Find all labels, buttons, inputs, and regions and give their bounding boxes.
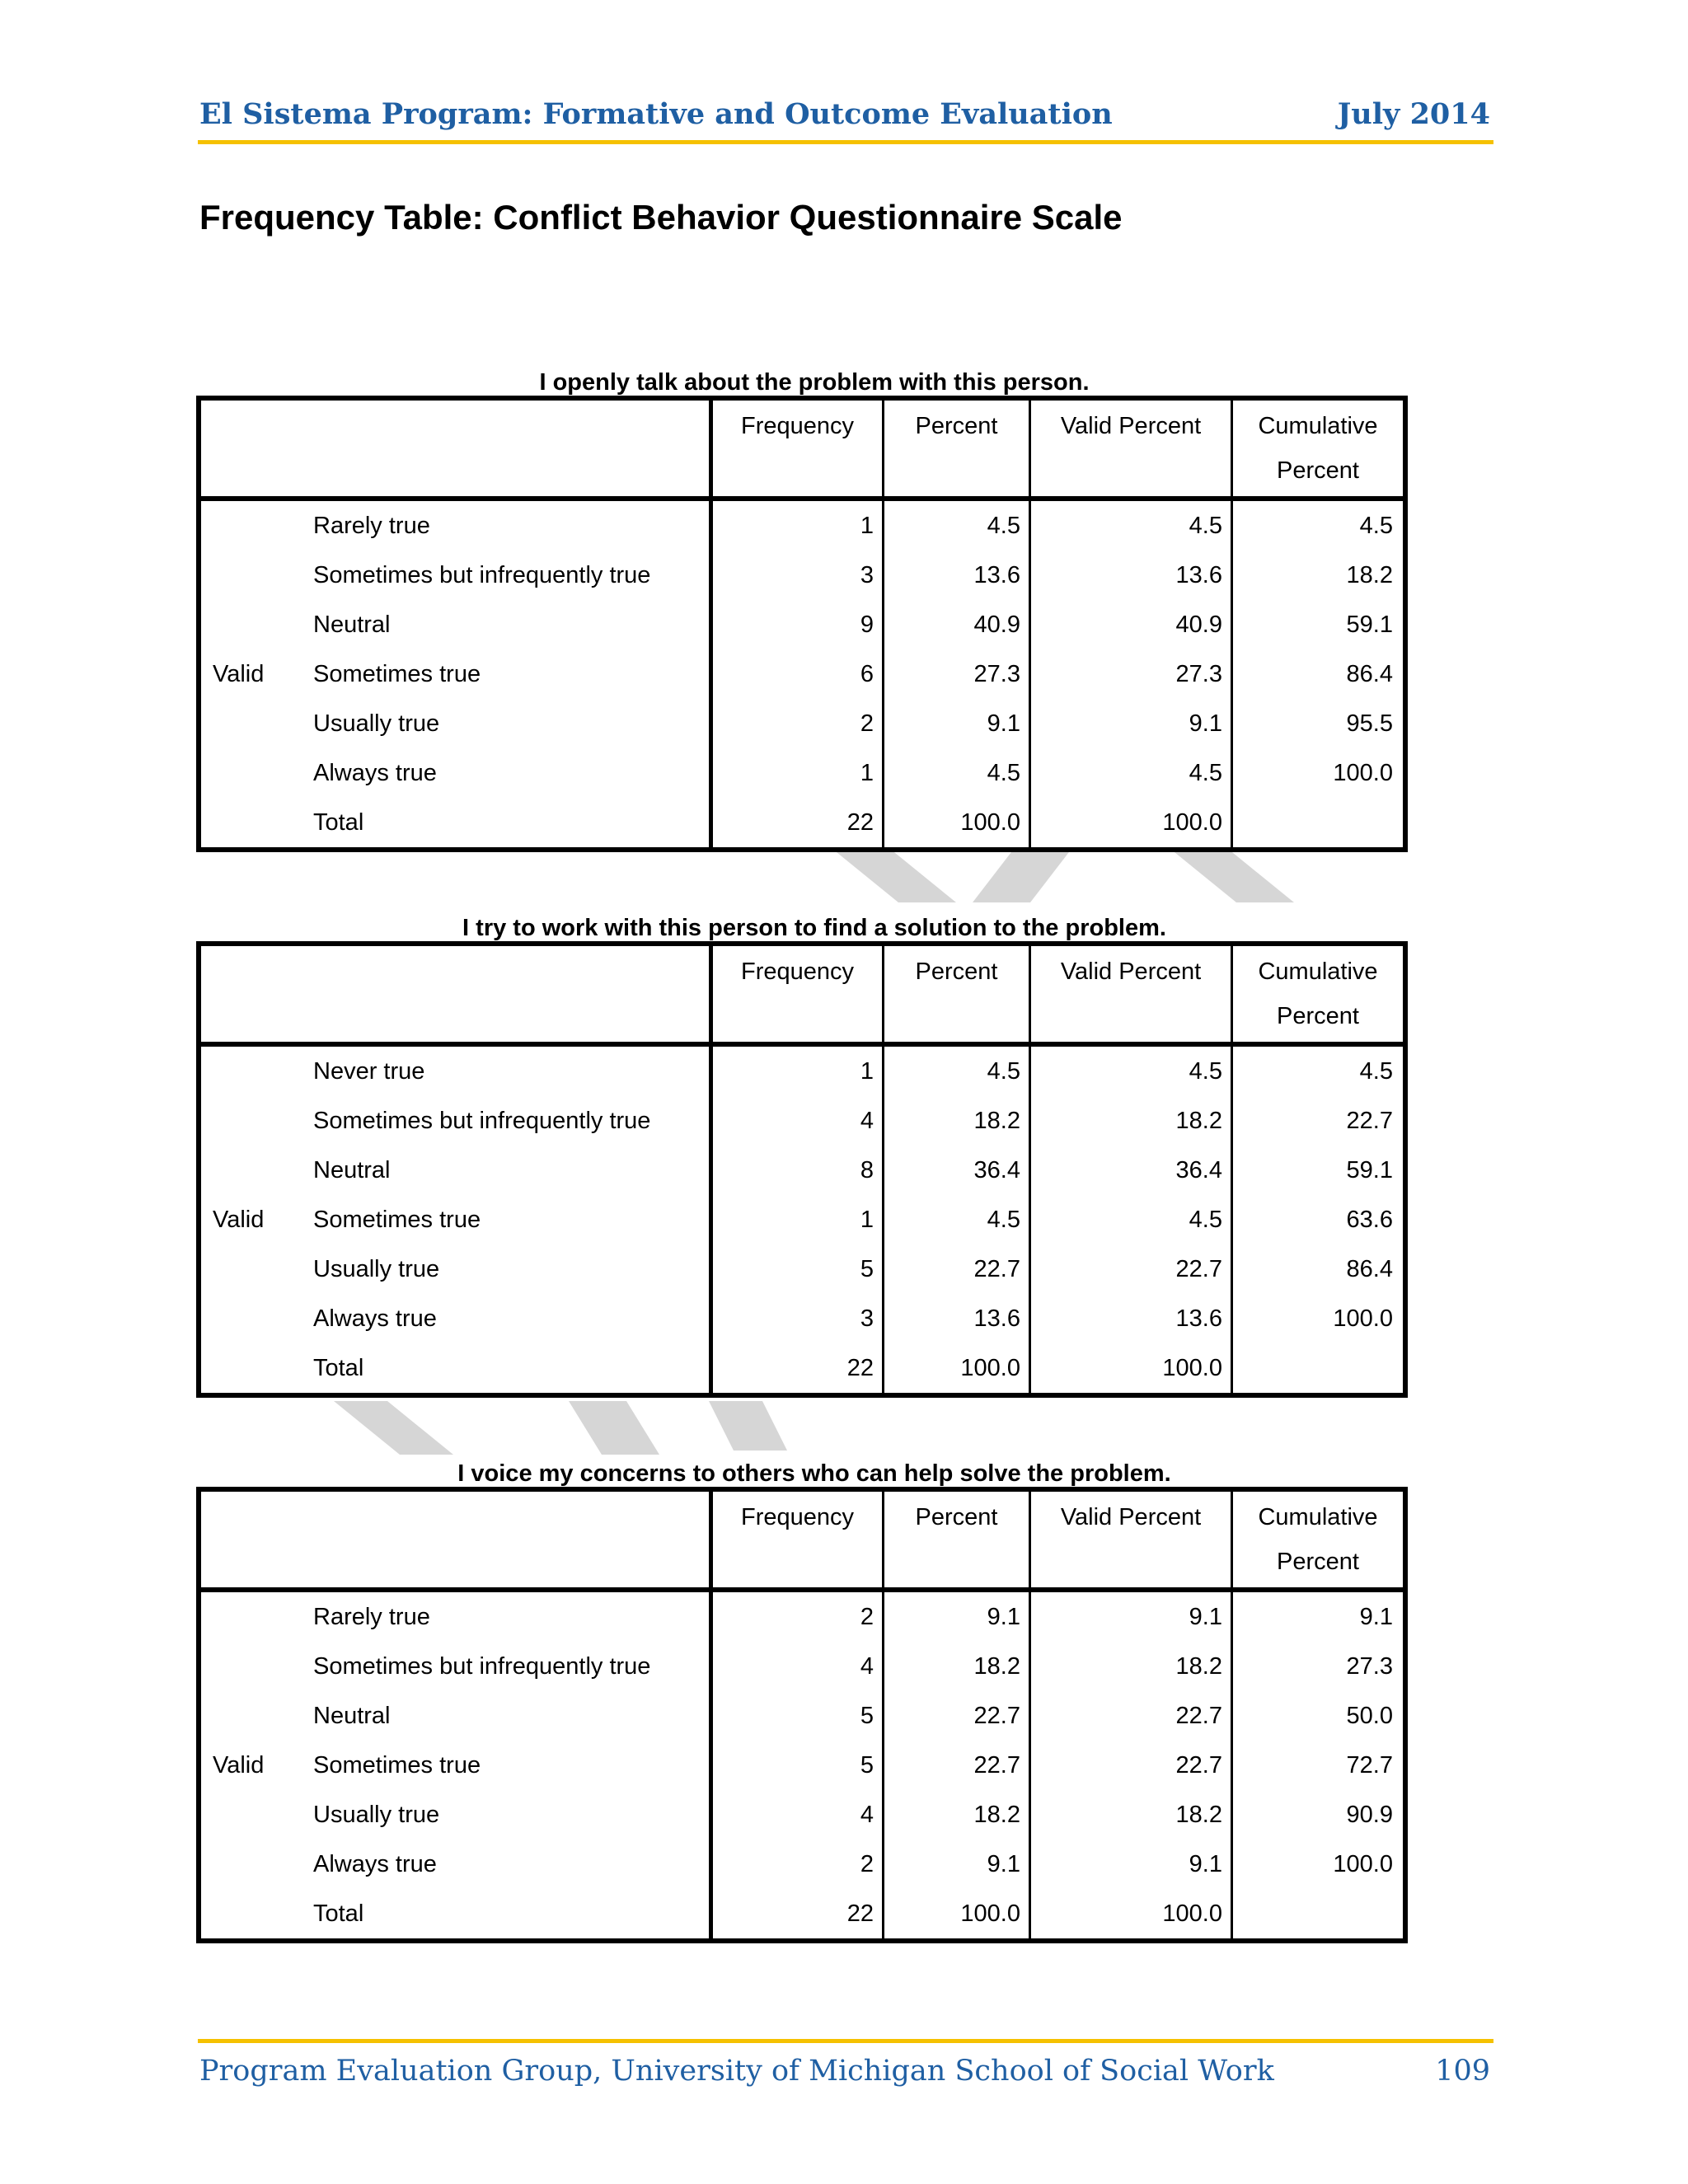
table-row bbox=[199, 1590, 1405, 1642]
header-cumulative-line1: Cumulative bbox=[1258, 413, 1378, 439]
cell-frequency: 1 bbox=[711, 499, 884, 551]
table-row bbox=[199, 1294, 1405, 1343]
header-cumulative-line2: Percent bbox=[1277, 457, 1359, 484]
row-label: Sometimes but infrequently true bbox=[313, 551, 711, 600]
header-empty bbox=[199, 398, 313, 499]
header-empty bbox=[199, 1489, 313, 1590]
table-row bbox=[199, 1244, 1405, 1294]
table-title: I try to work with this person to find a solution to the problem. bbox=[462, 915, 1166, 941]
row-label: Rarely true bbox=[313, 499, 711, 551]
cell-valid-percent: 9.1 bbox=[1030, 699, 1232, 748]
header-cumulative-line1: Cumulative bbox=[1258, 1504, 1378, 1530]
cell-frequency: 22 bbox=[711, 1343, 884, 1395]
row-label: Never true bbox=[313, 1044, 711, 1096]
row-label: Sometimes true bbox=[313, 1741, 711, 1790]
header-valid-percent: Valid Percent bbox=[1030, 1489, 1232, 1590]
cell-valid-percent: 22.7 bbox=[1030, 1244, 1232, 1294]
cell-percent: 22.7 bbox=[884, 1741, 1030, 1790]
cell-cumulative: 18.2 bbox=[1346, 562, 1393, 588]
table-row bbox=[199, 551, 1405, 600]
cell-valid-percent: 4.5 bbox=[1030, 1044, 1232, 1096]
header-frequency: Frequency bbox=[711, 398, 884, 499]
cell-valid-percent: 4.5 bbox=[1030, 1195, 1232, 1244]
cell-valid-percent: 18.2 bbox=[1030, 1790, 1232, 1840]
table-row bbox=[199, 1840, 1405, 1889]
row-label: Usually true bbox=[313, 699, 711, 748]
group-label: Valid bbox=[213, 1752, 265, 1779]
cell-cumulative: 59.1 bbox=[1346, 612, 1393, 638]
table-row bbox=[199, 1790, 1405, 1840]
cell-frequency: 3 bbox=[711, 1294, 884, 1343]
cell-percent: 4.5 bbox=[884, 748, 1030, 798]
cell-frequency: 2 bbox=[711, 1840, 884, 1889]
cell-percent: 18.2 bbox=[884, 1096, 1030, 1146]
cell-percent: 4.5 bbox=[884, 1044, 1030, 1096]
cell-percent: 4.5 bbox=[884, 499, 1030, 551]
table-row bbox=[199, 1096, 1405, 1146]
cell-cumulative: 4.5 bbox=[1359, 1058, 1393, 1085]
header-frequency: Frequency bbox=[711, 944, 884, 1044]
cell-cumulative: 100.0 bbox=[1333, 1851, 1393, 1877]
cell-percent: 9.1 bbox=[884, 1840, 1030, 1889]
cell-valid-percent: 9.1 bbox=[1030, 1590, 1232, 1642]
table-row bbox=[199, 1195, 1405, 1244]
row-label: Total bbox=[313, 1889, 711, 1941]
page-number: 109 bbox=[1435, 2055, 1490, 2088]
cell-cumulative: 100.0 bbox=[1333, 760, 1393, 786]
cell-valid-percent: 40.9 bbox=[1030, 600, 1232, 649]
cell-valid-percent: 18.2 bbox=[1030, 1642, 1232, 1691]
cell-cumulative: 63.6 bbox=[1346, 1207, 1393, 1233]
cell-frequency: 22 bbox=[711, 798, 884, 850]
cell-frequency: 4 bbox=[711, 1790, 884, 1840]
header-valid-percent: Valid Percent bbox=[1030, 944, 1232, 1044]
row-label: Usually true bbox=[313, 1790, 711, 1840]
header-cumulative-percent bbox=[1232, 1489, 1406, 1590]
cell-cumulative: 9.1 bbox=[1359, 1604, 1393, 1630]
table-title: I voice my concerns to others who can help solve the problem. bbox=[457, 1460, 1171, 1487]
header-empty bbox=[313, 1489, 711, 1590]
cell-frequency: 2 bbox=[711, 1590, 884, 1642]
cell-frequency: 1 bbox=[711, 1044, 884, 1096]
table-total-row bbox=[199, 798, 1405, 850]
cell-frequency: 4 bbox=[711, 1642, 884, 1691]
header-percent: Percent bbox=[884, 398, 1030, 499]
row-label: Always true bbox=[313, 1840, 711, 1889]
table-row bbox=[199, 1642, 1405, 1691]
cell-frequency: 6 bbox=[711, 649, 884, 699]
cell-cumulative: 27.3 bbox=[1346, 1653, 1393, 1680]
table-row bbox=[199, 499, 1405, 551]
cell-valid-percent: 13.6 bbox=[1030, 1294, 1232, 1343]
cell-frequency: 3 bbox=[711, 551, 884, 600]
cell-percent: 4.5 bbox=[884, 1195, 1030, 1244]
row-label: Neutral bbox=[313, 600, 711, 649]
cell-percent: 100.0 bbox=[884, 1343, 1030, 1395]
header-empty bbox=[199, 944, 313, 1044]
row-label: Sometimes true bbox=[313, 649, 711, 699]
cell-valid-percent: 4.5 bbox=[1030, 748, 1232, 798]
cell-percent: 9.1 bbox=[884, 699, 1030, 748]
header-empty bbox=[313, 944, 711, 1044]
cell-valid-percent: 22.7 bbox=[1030, 1691, 1232, 1741]
cell-valid-percent: 27.3 bbox=[1030, 649, 1232, 699]
cell-frequency: 1 bbox=[711, 1195, 884, 1244]
cell-percent: 18.2 bbox=[884, 1790, 1030, 1840]
row-label: Sometimes but infrequently true bbox=[313, 1096, 711, 1146]
table-row bbox=[199, 1741, 1405, 1790]
header-cumulative-line2: Percent bbox=[1277, 1549, 1359, 1575]
cell-cumulative bbox=[1232, 1343, 1406, 1395]
cell-valid-percent: 100.0 bbox=[1030, 1343, 1232, 1395]
cell-frequency: 5 bbox=[711, 1691, 884, 1741]
cell-cumulative: 90.9 bbox=[1346, 1802, 1393, 1828]
page-title: Frequency Table: Conflict Behavior Questionnaire Scale bbox=[199, 198, 1123, 237]
frequency-table-2 bbox=[196, 915, 1408, 1398]
frequency-table bbox=[196, 1487, 1408, 1943]
header-percent: Percent bbox=[884, 944, 1030, 1044]
frequency-table-1 bbox=[196, 369, 1408, 852]
group-label: Valid bbox=[213, 1207, 265, 1233]
cell-frequency: 9 bbox=[711, 600, 884, 649]
table-header-row bbox=[199, 944, 1405, 1044]
table-row bbox=[199, 600, 1405, 649]
cell-percent: 18.2 bbox=[884, 1642, 1030, 1691]
cell-frequency: 4 bbox=[711, 1096, 884, 1146]
row-label: Total bbox=[313, 798, 711, 850]
group-label: Valid bbox=[213, 661, 265, 687]
cell-frequency: 5 bbox=[711, 1244, 884, 1294]
cell-frequency: 2 bbox=[711, 699, 884, 748]
page-footer bbox=[198, 2039, 1493, 2088]
cell-cumulative: 95.5 bbox=[1346, 710, 1393, 737]
frequency-table bbox=[196, 941, 1408, 1398]
frequency-table-3 bbox=[196, 1460, 1408, 1943]
cell-percent: 22.7 bbox=[884, 1691, 1030, 1741]
table-title: I openly talk about the problem with this person. bbox=[539, 369, 1090, 396]
header-empty bbox=[313, 398, 711, 499]
table-total-row bbox=[199, 1889, 1405, 1941]
table-total-row bbox=[199, 1343, 1405, 1395]
cell-valid-percent: 22.7 bbox=[1030, 1741, 1232, 1790]
cell-valid-percent: 100.0 bbox=[1030, 1889, 1232, 1941]
table-row bbox=[199, 748, 1405, 798]
row-label: Total bbox=[313, 1343, 711, 1395]
cell-percent: 100.0 bbox=[884, 798, 1030, 850]
cell-percent: 13.6 bbox=[884, 1294, 1030, 1343]
row-label: Usually true bbox=[313, 1244, 711, 1294]
cell-percent: 100.0 bbox=[884, 1889, 1030, 1941]
row-label: Neutral bbox=[313, 1691, 711, 1741]
cell-cumulative bbox=[1232, 1889, 1406, 1941]
header-cumulative-percent bbox=[1232, 944, 1406, 1044]
cell-valid-percent: 100.0 bbox=[1030, 798, 1232, 850]
cell-frequency: 1 bbox=[711, 748, 884, 798]
header-valid-percent: Valid Percent bbox=[1030, 398, 1232, 499]
cell-cumulative: 86.4 bbox=[1346, 661, 1393, 687]
cell-cumulative: 86.4 bbox=[1346, 1256, 1393, 1282]
header-cumulative-line1: Cumulative bbox=[1258, 958, 1378, 985]
report-date: July 2014 bbox=[1337, 97, 1490, 131]
cell-cumulative: 59.1 bbox=[1346, 1157, 1393, 1183]
page-header bbox=[198, 97, 1493, 144]
report-title: El Sistema Program: Formative and Outcome Evaluation bbox=[199, 97, 1113, 131]
frequency-table bbox=[196, 396, 1408, 852]
cell-cumulative: 22.7 bbox=[1346, 1108, 1393, 1134]
cell-percent: 40.9 bbox=[884, 600, 1030, 649]
row-label: Sometimes true bbox=[313, 1195, 711, 1244]
cell-percent: 36.4 bbox=[884, 1146, 1030, 1195]
header-cumulative-line2: Percent bbox=[1277, 1003, 1359, 1029]
cell-cumulative bbox=[1232, 798, 1406, 850]
header-cumulative-percent bbox=[1232, 398, 1406, 499]
table-header-row bbox=[199, 1489, 1405, 1590]
table-row bbox=[199, 699, 1405, 748]
header-percent: Percent bbox=[884, 1489, 1030, 1590]
cell-cumulative: 50.0 bbox=[1346, 1703, 1393, 1729]
cell-cumulative: 100.0 bbox=[1333, 1305, 1393, 1332]
table-row bbox=[199, 1044, 1405, 1096]
cell-percent: 22.7 bbox=[884, 1244, 1030, 1294]
cell-percent: 9.1 bbox=[884, 1590, 1030, 1642]
row-label: Rarely true bbox=[313, 1590, 711, 1642]
cell-frequency: 8 bbox=[711, 1146, 884, 1195]
cell-valid-percent: 18.2 bbox=[1030, 1096, 1232, 1146]
cell-valid-percent: 4.5 bbox=[1030, 499, 1232, 551]
cell-cumulative: 72.7 bbox=[1346, 1752, 1393, 1779]
footer-org: Program Evaluation Group, University of Michigan School of Social Work bbox=[199, 2055, 1274, 2088]
header-frequency: Frequency bbox=[711, 1489, 884, 1590]
row-label: Sometimes but infrequently true bbox=[313, 1642, 711, 1691]
cell-percent: 27.3 bbox=[884, 649, 1030, 699]
table-row bbox=[199, 1691, 1405, 1741]
table-header-row bbox=[199, 398, 1405, 499]
cell-frequency: 5 bbox=[711, 1741, 884, 1790]
cell-valid-percent: 36.4 bbox=[1030, 1146, 1232, 1195]
table-row bbox=[199, 649, 1405, 699]
row-label: Always true bbox=[313, 748, 711, 798]
row-label: Always true bbox=[313, 1294, 711, 1343]
cell-percent: 13.6 bbox=[884, 551, 1030, 600]
row-label: Neutral bbox=[313, 1146, 711, 1195]
cell-cumulative: 4.5 bbox=[1359, 513, 1393, 539]
table-row bbox=[199, 1146, 1405, 1195]
cell-frequency: 22 bbox=[711, 1889, 884, 1941]
cell-valid-percent: 13.6 bbox=[1030, 551, 1232, 600]
cell-valid-percent: 9.1 bbox=[1030, 1840, 1232, 1889]
